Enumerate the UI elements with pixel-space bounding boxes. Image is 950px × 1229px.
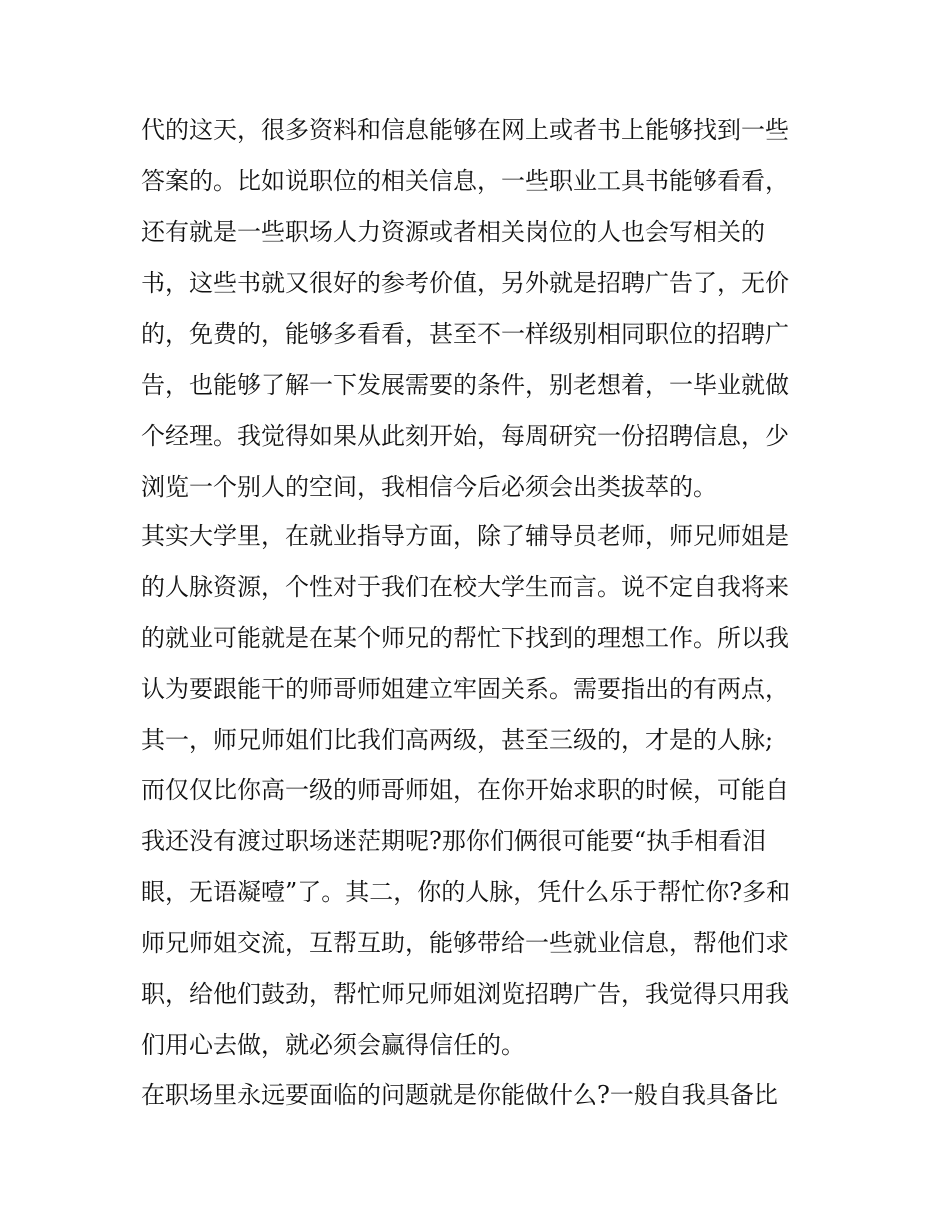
- text-line: 其一，师兄师姐们比我们高两级，甚至三级的，才是的人脉;: [141, 726, 774, 754]
- text-line: 认为要跟能干的师哥师姐建立牢固关系。需要指出的有两点，: [141, 675, 789, 703]
- text-line: 浏览一个别人的空间，我相信今后必须会出类拔萃的。: [141, 473, 717, 501]
- text-line: 的就业可能就是在某个师兄的帮忙下找到的理想工作。所以我: [141, 624, 789, 652]
- text-line: 在职场里永远要面临的问题就是你能做什么?一般自我具备比: [141, 1081, 778, 1109]
- text-line: 个经理。我觉得如果从此刻开始，每周研究一份招聘信息，少: [141, 422, 789, 450]
- text-line: 其实大学里，在就业指导方面，除了辅导员老师，师兄师姐是: [141, 522, 789, 550]
- text-line: 我还没有渡过职场迷茫期呢?那你们俩很可能要“执手相看泪: [141, 827, 767, 855]
- text-line: 眼，无语凝噎”了。其二，你的人脉，凭什么乐于帮忙你?多和: [141, 878, 791, 906]
- text-line: 的，免费的，能够多看看，甚至不一样级别相同职位的招聘广: [141, 320, 789, 348]
- text-line: 而仅仅比你高一级的师哥师姐，在你开始求职的时候，可能自: [141, 776, 789, 804]
- text-line: 的人脉资源，个性对于我们在校大学生而言。说不定自我将来: [141, 573, 789, 601]
- text-line: 告，也能够了解一下发展需要的条件，别老想着，一毕业就做: [141, 371, 789, 399]
- text-line: 师兄师姐交流，互帮互助，能够带给一些就业信息，帮他们求: [141, 929, 789, 957]
- text-line: 们用心去做，就必须会赢得信任的。: [141, 1031, 525, 1059]
- text-line: 职，给他们鼓劲，帮忙师兄师姐浏览招聘广告，我觉得只用我: [141, 980, 789, 1008]
- text-line: 答案的。比如说职位的相关信息，一些职业工具书能够看看，: [141, 167, 789, 195]
- text-line: 书，这些书就又很好的参考价值，另外就是招聘广告了，无价: [141, 269, 789, 297]
- text-line: 代的这天，很多资料和信息能够在网上或者书上能够找到一些: [141, 116, 789, 144]
- text-line: 还有就是一些职场人力资源或者相关岗位的人也会写相关的: [141, 218, 765, 246]
